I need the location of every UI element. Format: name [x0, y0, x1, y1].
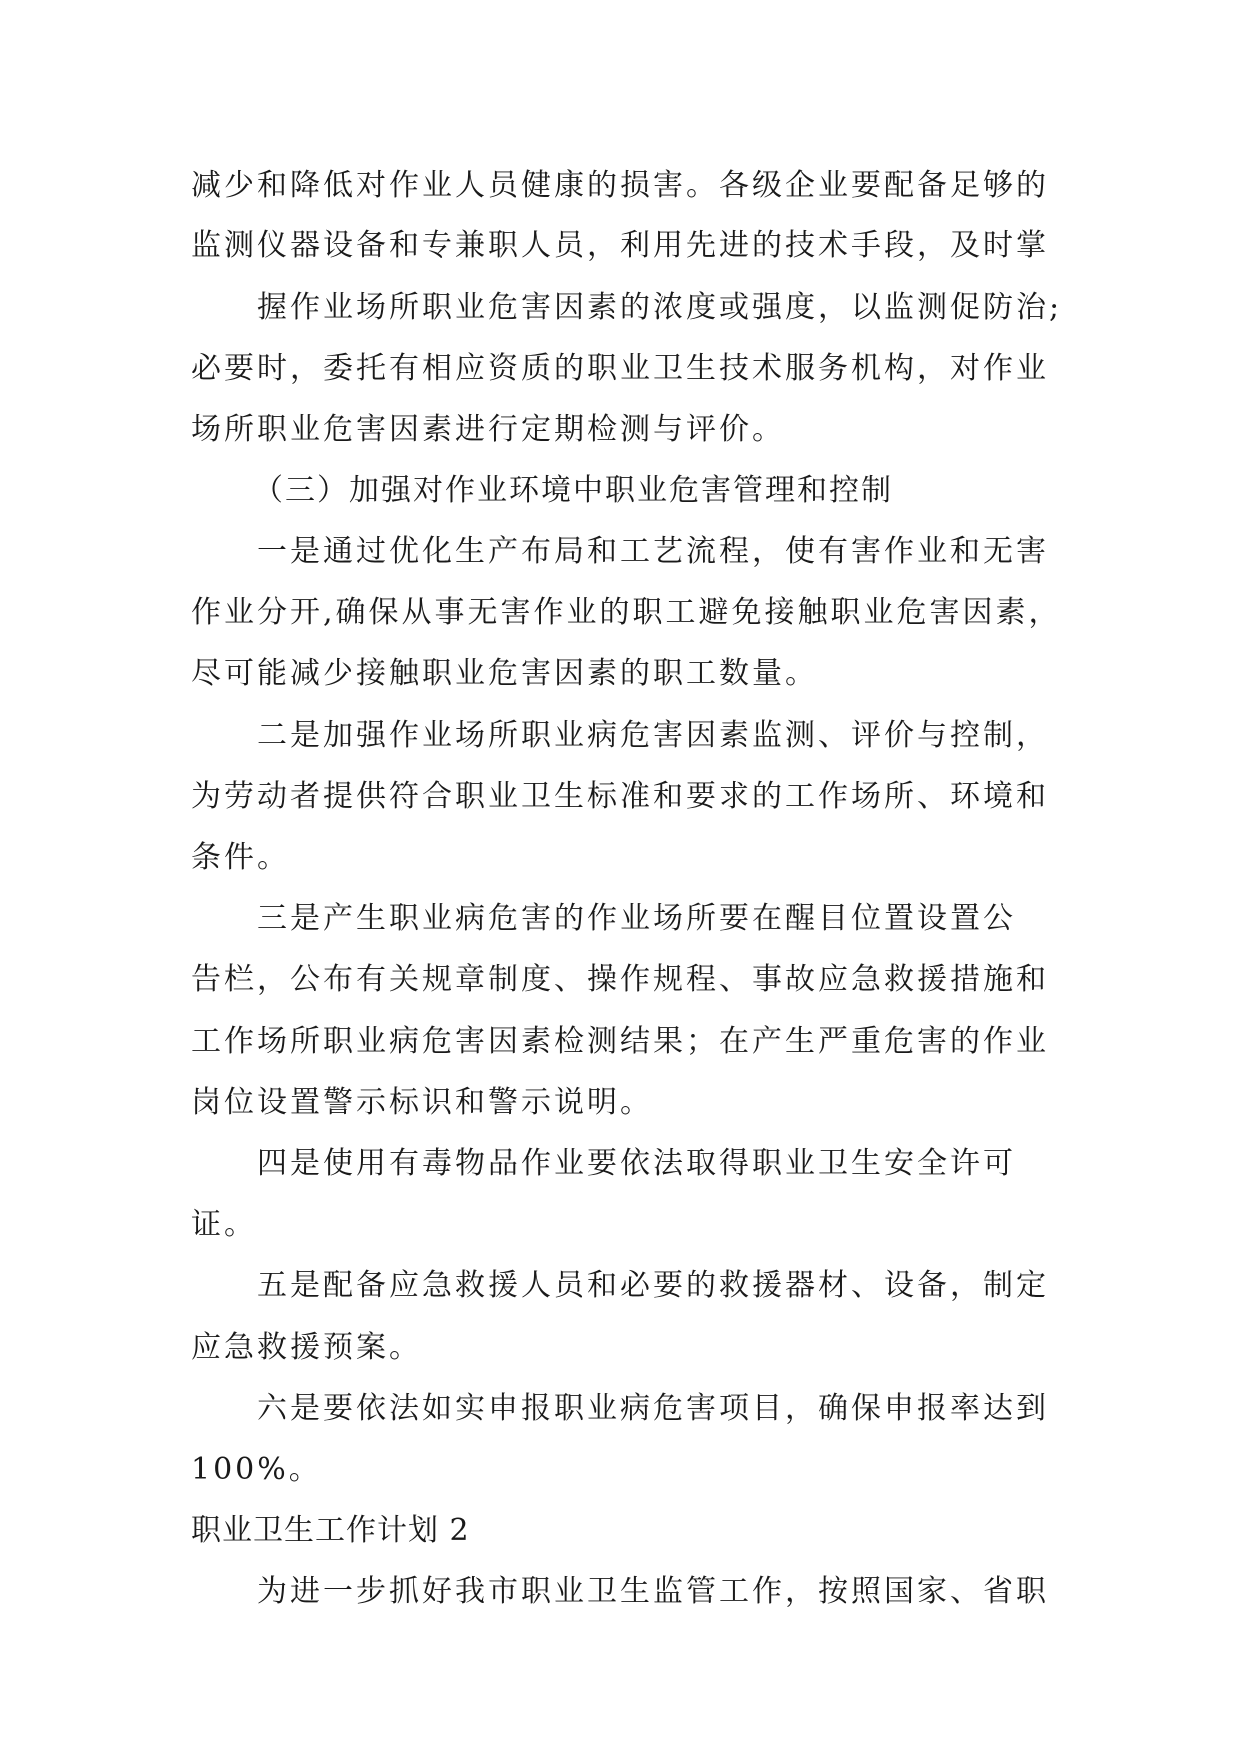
- paragraph-line: 尽可能减少接触职业危害因素的职工数量。: [191, 656, 818, 691]
- paragraph-line: 一是通过优化生产布局和工艺流程，使有害作业和无害: [257, 534, 1049, 569]
- paragraph-line: 减少和降低对作业人员健康的损害。各级企业要配备足够的: [191, 168, 1049, 203]
- paragraph-line: 岗位设置警示标识和警示说明。: [191, 1085, 653, 1120]
- paragraph-line: 100%。: [191, 1452, 322, 1487]
- paragraph-line: 场所职业危害因素进行定期检测与评价。: [191, 412, 785, 447]
- paragraph-line: 作业分开,确保从事无害作业的职工避免接触职业危害因素，: [191, 595, 1062, 630]
- section-heading: （三）加强对作业环境中职业危害管理和控制: [253, 473, 893, 508]
- paragraph-line: 条件。: [191, 840, 290, 875]
- paragraph-line: 四是使用有毒物品作业要依法取得职业卫生安全许可: [257, 1146, 1016, 1181]
- paragraph-line: 二是加强作业场所职业病危害因素监测、评价与控制，: [257, 718, 1049, 753]
- paragraph-line: 为进一步抓好我市职业卫生监管工作，按照国家、省职: [257, 1574, 1049, 1609]
- paragraph-line: 告栏，公布有关规章制度、操作规程、事故应急救援措施和: [191, 962, 1049, 997]
- paragraph-line: 监测仪器设备和专兼职人员，利用先进的技术手段，及时掌: [191, 228, 1049, 263]
- paragraph-line: 证。: [191, 1207, 257, 1242]
- paragraph-line: 工作场所职业病危害因素检测结果；在产生严重危害的作业: [191, 1024, 1049, 1059]
- paragraph-line: 六是要依法如实申报职业病危害项目，确保申报率达到: [257, 1391, 1049, 1426]
- paragraph-line: 为劳动者提供符合职业卫生标准和要求的工作场所、环境和: [191, 779, 1049, 814]
- section-title: 职业卫生工作计划 2: [191, 1513, 470, 1548]
- paragraph-line: 必要时，委托有相应资质的职业卫生技术服务机构，对作业: [191, 351, 1049, 386]
- paragraph-line: 五是配备应急救援人员和必要的救援器材、设备，制定: [257, 1268, 1049, 1303]
- paragraph-line: 握作业场所职业危害因素的浓度或强度，以监测促防治;: [257, 290, 1063, 325]
- paragraph-line: 三是产生职业病危害的作业场所要在醒目位置设置公: [257, 901, 1016, 936]
- paragraph-line: 应急救援预案。: [191, 1330, 422, 1365]
